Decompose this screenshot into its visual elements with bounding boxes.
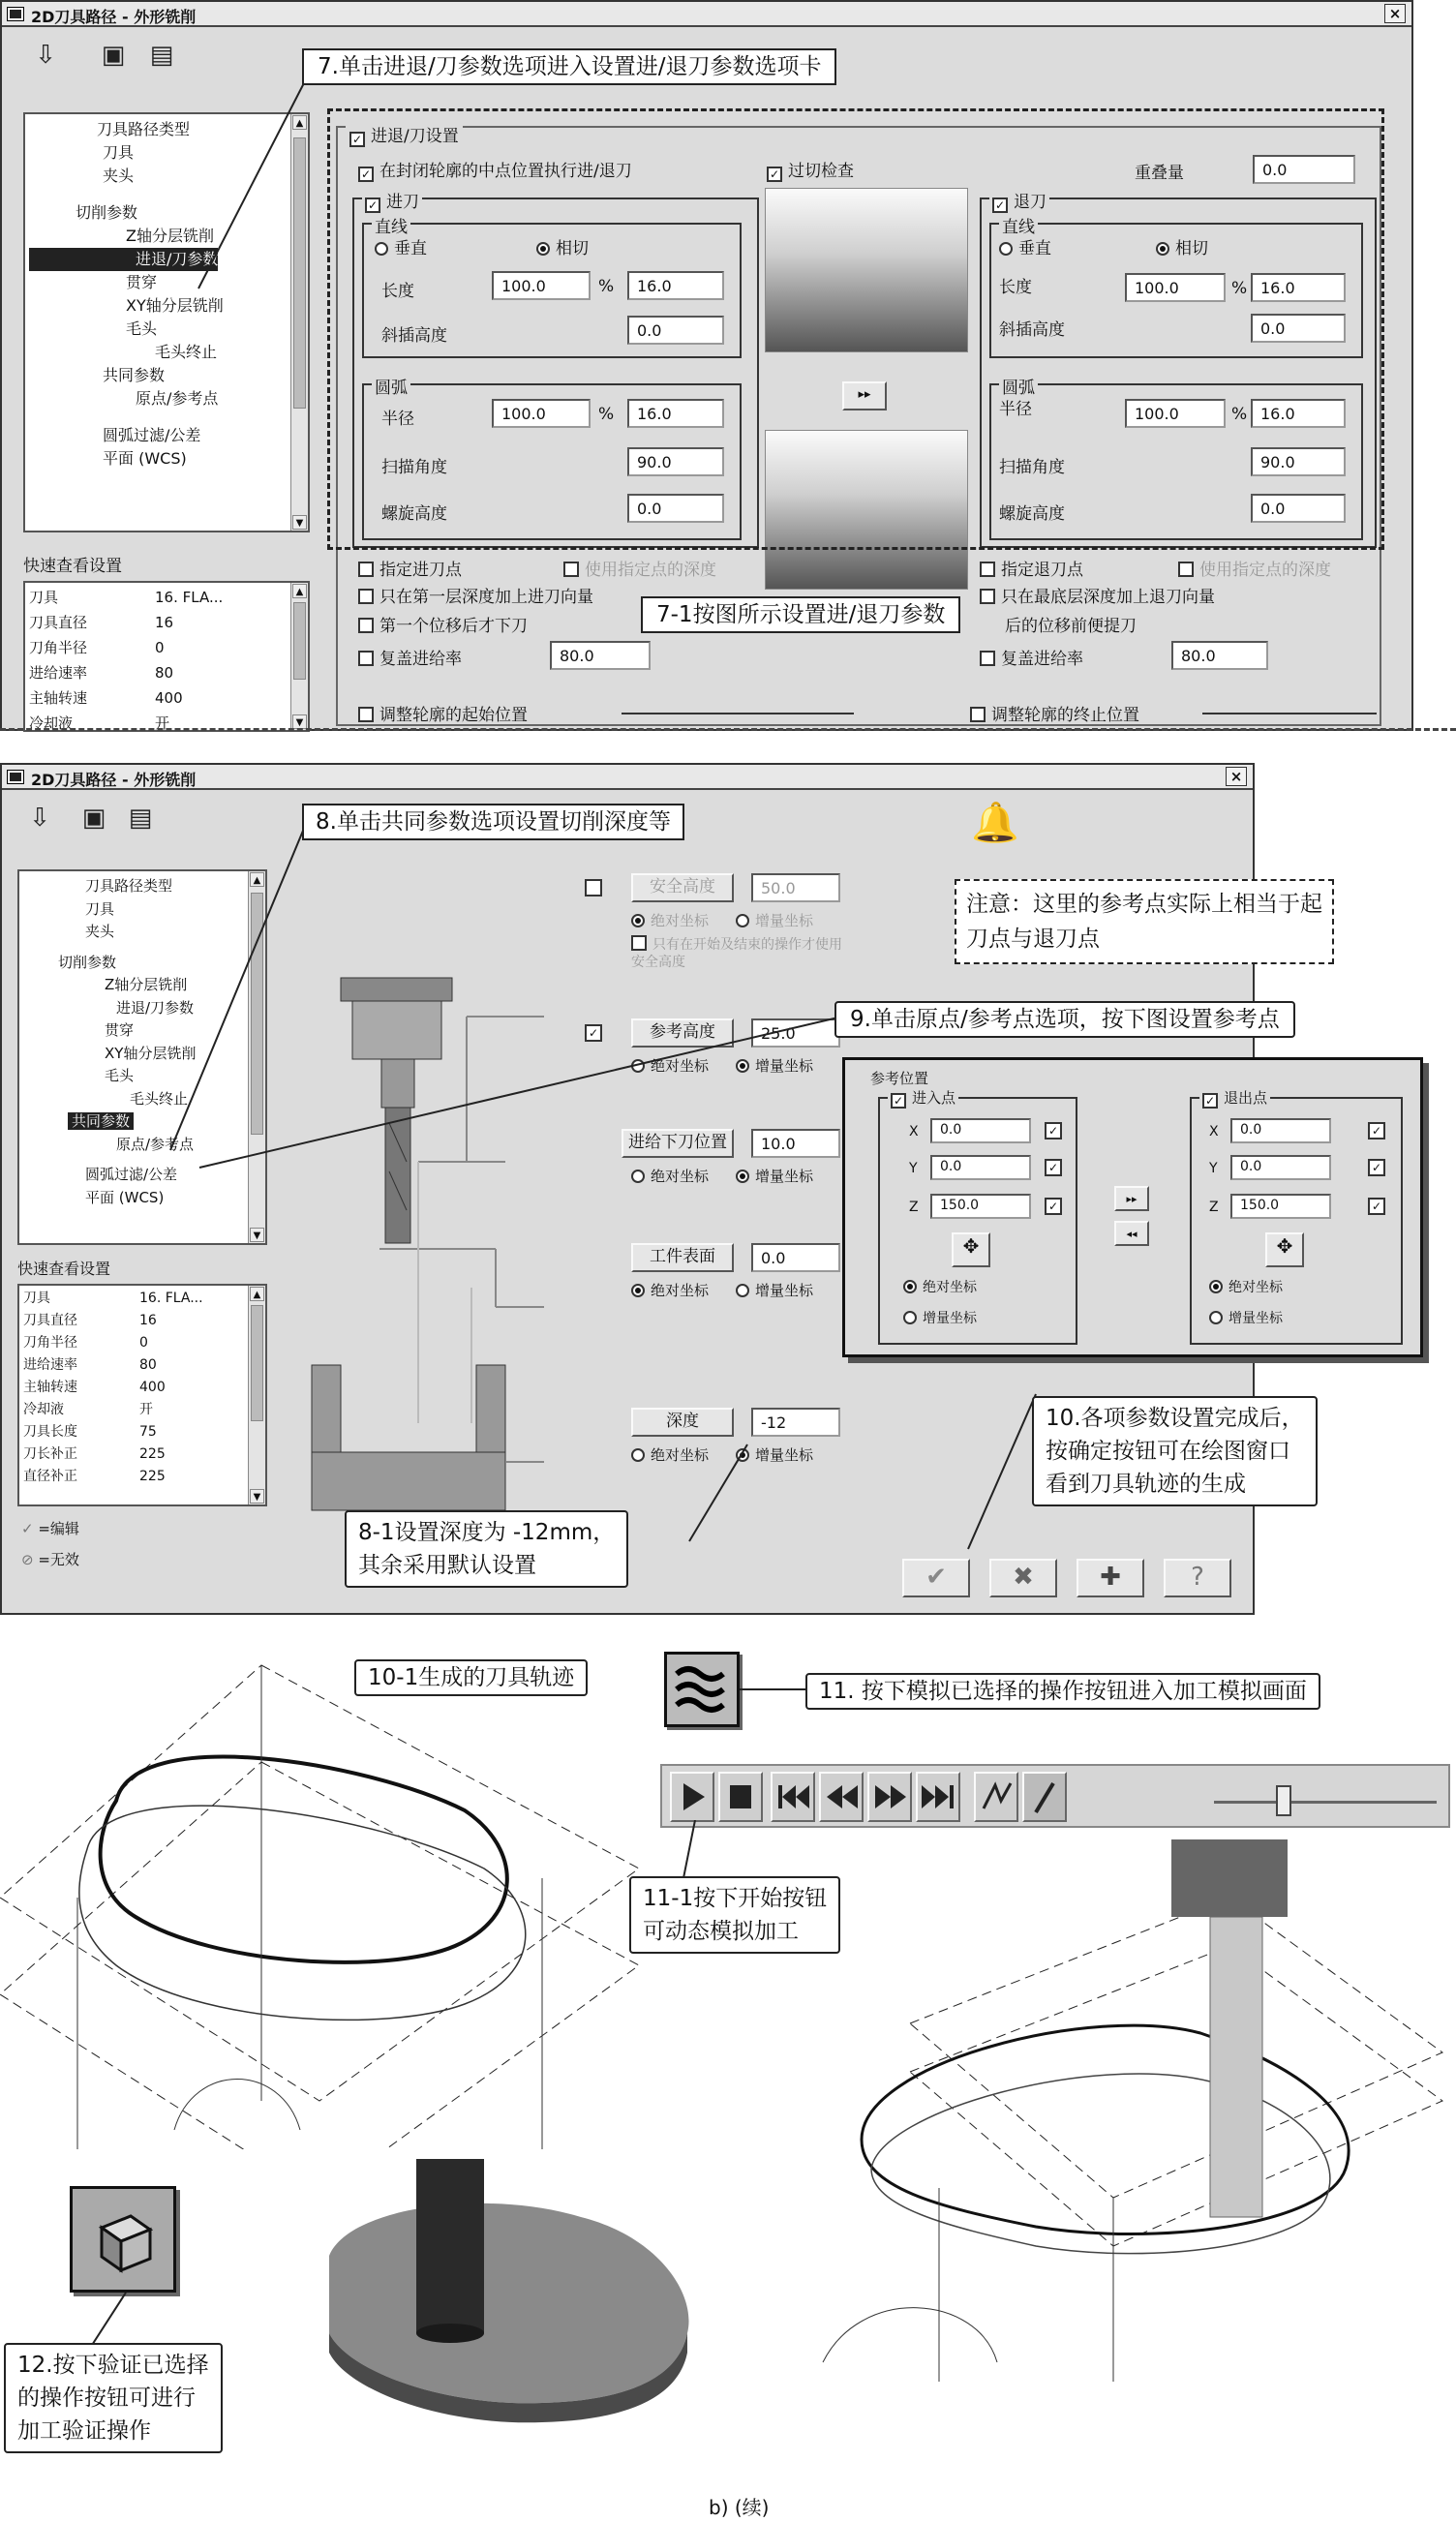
- quick-row: 刀长补正 225: [23, 1446, 166, 1462]
- entry-ramp-label: 斜插高度: [381, 326, 447, 346]
- add-button[interactable]: ✚: [1077, 1559, 1144, 1597]
- tree-item-tabs[interactable]: 毛头: [126, 319, 158, 338]
- save-as-icon[interactable]: ▤: [128, 804, 153, 833]
- clearance-start-end-check[interactable]: 只有在开始及结束的操作才使用安全高度: [631, 937, 842, 970]
- verify-3d-view: [310, 2149, 716, 2459]
- tree-item-cut-params[interactable]: 切削参数: [58, 953, 117, 971]
- quick-row: 刀角半径 0: [29, 639, 165, 656]
- feed-plane-button[interactable]: 进给下刀位置: [622, 1129, 734, 1158]
- window-title: 2D刀具路径 - 外形铣削: [31, 8, 197, 26]
- window-title: 2D刀具路径 - 外形铣削: [31, 771, 197, 789]
- exit-y-label: Y: [1209, 1161, 1218, 1176]
- quick-row: 刀具直径 16: [23, 1313, 157, 1328]
- midpoint-check[interactable]: ✓ 在封闭轮廓的中点位置执行进/退刀: [358, 157, 632, 182]
- callout-step-7-1: 7-1按图所示设置进/退刀参数: [641, 596, 960, 633]
- save-icon[interactable]: ▣: [101, 41, 126, 70]
- exit-arc-label: 圆弧: [999, 374, 1038, 398]
- simulation-3d-view: [745, 1839, 1452, 2382]
- quick-scrollbar[interactable]: ▲ ▼: [290, 583, 308, 730]
- exit-perpendicular-radio[interactable]: 垂直: [999, 234, 1051, 258]
- entry-select-point-icon[interactable]: ✥: [952, 1232, 990, 1267]
- copy-entry-to-exit-button[interactable]: ▸▸: [1114, 1186, 1149, 1211]
- quick-row: 冷却液 开: [29, 714, 170, 732]
- percent-label: %: [1231, 405, 1248, 424]
- entry-override-feed-value[interactable]: 80.0: [550, 641, 651, 670]
- exit-radius-label: 半径: [999, 400, 1032, 419]
- last-move-label: 后的位移前便提刀: [1005, 617, 1137, 636]
- first-depth-check[interactable]: 只在第一层深度加上进刀向量: [358, 583, 593, 607]
- tree-item-home-ref[interactable]: 原点/参考点: [136, 389, 219, 408]
- clearance-inc-radio[interactable]: 增量坐标: [736, 910, 813, 930]
- exit-point-check[interactable]: ✓ 退出点: [1199, 1087, 1270, 1109]
- tree-item-multi-passes[interactable]: XY轴分层铣削: [105, 1044, 197, 1062]
- playback-toolbar: [660, 1764, 1450, 1828]
- last-depth-check[interactable]: 只在最底层深度加上退刀向量: [980, 583, 1215, 607]
- exit-override-feed-value[interactable]: 80.0: [1171, 641, 1268, 670]
- exit-z-check[interactable]: ✓: [1368, 1198, 1385, 1215]
- entry-tangent-radio[interactable]: 相切: [536, 234, 589, 258]
- percent-label: %: [1231, 279, 1248, 298]
- clearance-abs-radio[interactable]: 绝对坐标: [631, 910, 709, 930]
- exit-sweep-label: 扫描角度: [999, 458, 1065, 477]
- quick-row: 刀角半径 0: [23, 1335, 148, 1351]
- callout-11-leader: [740, 1685, 807, 1694]
- note-box: 注意：这里的参考点实际上相当于起刀点与退刀点: [955, 879, 1334, 964]
- entry-x-check[interactable]: ✓: [1045, 1122, 1062, 1139]
- verify-button-icon[interactable]: [70, 2186, 176, 2293]
- tree-item-break-through[interactable]: 贯穿: [105, 1021, 135, 1039]
- entry-perpendicular-radio[interactable]: 垂直: [375, 234, 427, 258]
- speed-slider[interactable]: [1214, 1781, 1437, 1816]
- entry-arc-label: 圆弧: [372, 374, 410, 398]
- tree-item-toolpath-type[interactable]: 刀具路径类型: [85, 877, 173, 895]
- exit-radius-value[interactable]: 16.0: [1251, 399, 1346, 428]
- tree-item-holder[interactable]: 夹头: [103, 167, 135, 185]
- quick-row: 刀具长度 75: [23, 1424, 157, 1440]
- quick-row: 刀具 16. FLA...: [23, 1291, 203, 1306]
- exit-check[interactable]: ✓ 退刀: [989, 188, 1049, 213]
- tree-item-tabs-end[interactable]: 毛头终止: [130, 1089, 189, 1108]
- exit-abs-radio[interactable]: 绝对坐标: [1209, 1277, 1283, 1296]
- exit-x-label: X: [1209, 1124, 1219, 1139]
- save-icon[interactable]: ▣: [81, 804, 106, 833]
- percent-label: %: [598, 405, 615, 424]
- quick-row: 进给速率 80: [23, 1357, 157, 1373]
- tree-item-cut-params[interactable]: 切削参数: [76, 203, 138, 222]
- entry-point-check[interactable]: ✓ 进入点: [888, 1087, 958, 1109]
- exit-tangent-radio[interactable]: 相切: [1156, 234, 1208, 258]
- ok-button[interactable]: ✔: [902, 1559, 970, 1597]
- tree-item-linking[interactable]: 共同参数: [68, 1112, 134, 1130]
- entry-use-point-depth-check[interactable]: 使用指定点的深度: [563, 556, 716, 580]
- tree-item-tabs[interactable]: 毛头: [105, 1067, 135, 1084]
- top-of-stock-button[interactable]: 工件表面: [631, 1243, 734, 1272]
- quick-row: 进给速率 80: [29, 664, 174, 682]
- clearance-button[interactable]: 安全高度: [631, 873, 734, 902]
- tree-item-lead-in-out[interactable]: 进退/刀参数: [116, 998, 195, 1017]
- exit-x-value[interactable]: 0.0: [1230, 1118, 1331, 1143]
- callout-step-10: 10.各项参数设置完成后， 按确定按钮可在绘图窗口 看到刀具轨迹的生成: [1032, 1396, 1318, 1506]
- exit-y-check[interactable]: ✓: [1368, 1159, 1385, 1176]
- feed-plane-inc-radio[interactable]: 增量坐标: [736, 1166, 813, 1186]
- clearance-value[interactable]: 50.0: [751, 873, 840, 902]
- tree-item-plane[interactable]: 平面 (WCS): [103, 449, 187, 468]
- bell-icon: 🔔: [971, 801, 1019, 845]
- exit-radius-percent[interactable]: 100.0: [1125, 399, 1226, 428]
- retract-value[interactable]: 25.0: [751, 1018, 840, 1048]
- exit-length-percent[interactable]: 100.0: [1125, 273, 1226, 302]
- play-icon[interactable]: [670, 1772, 714, 1822]
- close-button[interactable]: ×: [1384, 4, 1406, 23]
- exit-point-check[interactable]: 指定退刀点: [980, 556, 1083, 580]
- tree-scrollbar[interactable]: ▲ ▼: [290, 114, 308, 531]
- overlap-label: 重叠量: [1135, 164, 1184, 183]
- ref-panel-title: 参考位置: [870, 1070, 929, 1087]
- toolpath-display-icon[interactable]: [974, 1772, 1018, 1822]
- exit-length-value[interactable]: 16.0: [1251, 273, 1346, 302]
- depth-value[interactable]: -12: [751, 1408, 840, 1437]
- top-inc-radio[interactable]: 增量坐标: [736, 1280, 813, 1300]
- lead-settings-check[interactable]: ✓ 进退/刀设置: [346, 122, 463, 147]
- entry-length-percent[interactable]: 100.0: [492, 271, 591, 300]
- close-button[interactable]: ×: [1226, 767, 1247, 786]
- depth-abs-radio[interactable]: 绝对坐标: [631, 1444, 709, 1465]
- tree-item-toolpath-type[interactable]: 刀具路径类型: [97, 120, 191, 138]
- step-back-icon[interactable]: [819, 1772, 864, 1822]
- figure-caption: b) (续): [709, 2496, 770, 2519]
- entry-x-label: X: [909, 1124, 919, 1139]
- percent-label: %: [598, 277, 615, 296]
- quick-row: 刀具 16. FLA...: [29, 589, 224, 606]
- entry-y-value[interactable]: 0.0: [930, 1155, 1031, 1180]
- entry-override-feed-check[interactable]: 复盖进给率: [358, 645, 462, 669]
- tree-item-lead-in-out[interactable]: 进退/刀参数: [29, 248, 218, 271]
- copy-exit-to-entry-button[interactable]: ◂◂: [1114, 1221, 1149, 1246]
- simulate-button-icon[interactable]: [664, 1652, 740, 1727]
- overlap-input[interactable]: 0.0: [1253, 155, 1355, 184]
- entry-radius-value[interactable]: 16.0: [627, 399, 724, 428]
- retract-abs-radio[interactable]: 绝对坐标: [631, 1055, 709, 1076]
- retract-check[interactable]: ✓: [585, 1024, 602, 1042]
- callout-step-8: 8.单击共同参数选项设置切削深度等: [302, 804, 684, 840]
- quick-view-title: 快速查看设置: [23, 557, 122, 576]
- retract-inc-radio[interactable]: 增量坐标: [736, 1055, 813, 1076]
- exit-use-point-depth-check[interactable]: 使用指定点的深度: [1178, 556, 1331, 580]
- tree-item-depth-cuts[interactable]: Z轴分层铣削: [126, 227, 214, 245]
- top-abs-radio[interactable]: 绝对坐标: [631, 1280, 709, 1300]
- rewind-to-start-icon[interactable]: [771, 1772, 815, 1822]
- top-of-stock-value[interactable]: 0.0: [751, 1243, 840, 1272]
- exit-z-label: Z: [1209, 1200, 1219, 1215]
- feed-plane-value[interactable]: 10.0: [751, 1129, 840, 1158]
- callout-step-12: 12.按下验证已选择 的操作按钮可进行 加工验证操作: [4, 2343, 223, 2453]
- quick-scrollbar[interactable]: ▲ ▼: [248, 1286, 265, 1504]
- exit-ramp-label: 斜插高度: [999, 320, 1065, 340]
- entry-sweep-value[interactable]: 90.0: [627, 447, 724, 476]
- exit-x-check[interactable]: ✓: [1368, 1122, 1385, 1139]
- exit-select-point-icon[interactable]: ✥: [1265, 1232, 1304, 1267]
- callout-11-1-leader: [678, 1820, 716, 1878]
- stop-icon[interactable]: [718, 1772, 763, 1822]
- entry-z-check[interactable]: ✓: [1045, 1198, 1062, 1215]
- entry-length-value[interactable]: 16.0: [627, 271, 724, 300]
- exit-z-value[interactable]: 150.0: [1230, 1194, 1331, 1219]
- entry-point-check[interactable]: 指定进刀点: [358, 556, 462, 580]
- callout-step-8-1: 8-1设置深度为 -12mm， 其余采用默认设置: [345, 1510, 628, 1588]
- entry-x-value[interactable]: 0.0: [930, 1118, 1031, 1143]
- step-forward-icon[interactable]: [867, 1772, 912, 1822]
- gouge-check[interactable]: ✓ 过切检查: [767, 157, 854, 182]
- entry-ramp-value[interactable]: 0.0: [627, 316, 724, 345]
- callout-step-11: 11. 按下模拟已选择的操作按钮进入加工模拟画面: [805, 1673, 1320, 1710]
- tree-item-arc-filter[interactable]: 圆弧过滤/公差: [103, 426, 201, 444]
- tree-item-holder[interactable]: 夹头: [85, 923, 115, 940]
- tree-item-break-through[interactable]: 贯穿: [126, 273, 158, 291]
- tree-item-tabs-end[interactable]: 毛头终止: [155, 343, 218, 361]
- adjust-end-check[interactable]: 调整轮廓的终止位置: [970, 701, 1139, 725]
- callout-step-9: 9.单击原点/参考点选项，按下图设置参考点: [834, 1001, 1295, 1038]
- depth-button[interactable]: 深度: [631, 1408, 734, 1437]
- retract-button[interactable]: 参考高度: [631, 1018, 734, 1048]
- quick-row: 主轴转速 400: [29, 689, 183, 707]
- adjust-start-check[interactable]: 调整轮廓的起始位置: [358, 701, 528, 725]
- speed-slider-thumb[interactable]: [1276, 1785, 1291, 1816]
- quick-row: 冷却液 开: [23, 1402, 153, 1417]
- entry-helix-label: 螺旋高度: [381, 504, 447, 524]
- tool-icon[interactable]: ⇩: [29, 804, 50, 833]
- callout-step-11-1: 11-1按下开始按钮 可动态模拟加工: [629, 1876, 840, 1954]
- exit-sweep-value[interactable]: 90.0: [1251, 447, 1346, 476]
- tree-item-tool[interactable]: 刀具: [103, 143, 135, 162]
- tool-icon[interactable]: ⇩: [35, 41, 56, 70]
- entry-inc-radio[interactable]: 增量坐标: [903, 1308, 977, 1327]
- entry-z-value[interactable]: 150.0: [930, 1194, 1031, 1219]
- entry-sweep-label: 扫描角度: [381, 458, 447, 477]
- feed-plane-abs-radio[interactable]: 绝对坐标: [631, 1166, 709, 1186]
- quick-row: 主轴转速 400: [23, 1380, 166, 1395]
- exit-ramp-value[interactable]: 0.0: [1251, 314, 1346, 343]
- entry-radius-percent[interactable]: 100.0: [492, 399, 591, 428]
- exit-inc-radio[interactable]: 增量坐标: [1209, 1308, 1283, 1327]
- exit-line-label: 直线: [999, 213, 1038, 237]
- entry-y-label: Y: [909, 1161, 918, 1176]
- tree-item-arc-filter[interactable]: 圆弧过滤/公差: [85, 1166, 178, 1183]
- callout-step-7: 7.单击进退/刀参数选项进入设置进/退刀参数选项卡: [302, 48, 836, 85]
- quick-row: 直径补正 225: [23, 1469, 166, 1484]
- entry-y-check[interactable]: ✓: [1045, 1159, 1062, 1176]
- exit-helix-value[interactable]: 0.0: [1251, 494, 1346, 523]
- entry-z-label: Z: [909, 1200, 919, 1215]
- exit-length-label: 长度: [999, 278, 1032, 297]
- entry-check[interactable]: ✓ 进刀: [362, 188, 422, 213]
- toolpath-3d-view: [0, 1646, 736, 2149]
- tree-item-multi-passes[interactable]: XY轴分层铣削: [126, 296, 224, 315]
- tree-item-linking[interactable]: 共同参数: [103, 366, 166, 384]
- help-button[interactable]: ?: [1164, 1559, 1231, 1597]
- entry-helix-value[interactable]: 0.0: [627, 494, 724, 523]
- entry-abs-radio[interactable]: 绝对坐标: [903, 1277, 977, 1296]
- entry-radius-label: 半径: [381, 410, 414, 429]
- first-move-check[interactable]: 第一个位移后才下刀: [358, 612, 528, 636]
- cancel-button[interactable]: ✖: [989, 1559, 1057, 1597]
- exit-override-feed-check[interactable]: 复盖进给率: [980, 645, 1083, 669]
- tree-item-home-ref[interactable]: 原点/参考点: [116, 1135, 195, 1153]
- legend-invalid: ⊘ =无效: [21, 1551, 79, 1568]
- save-as-icon[interactable]: ▤: [149, 41, 174, 70]
- depth-inc-radio[interactable]: 增量坐标: [736, 1444, 813, 1465]
- tool-display-icon[interactable]: [1022, 1772, 1067, 1822]
- entry-line-label: 直线: [372, 213, 410, 237]
- exit-y-value[interactable]: 0.0: [1230, 1155, 1331, 1180]
- tree-item-depth-cuts[interactable]: Z轴分层铣削: [105, 976, 188, 993]
- tree-item-plane[interactable]: 平面 (WCS): [85, 1188, 165, 1206]
- fast-forward-to-end-icon[interactable]: [916, 1772, 960, 1822]
- exit-helix-label: 螺旋高度: [999, 504, 1065, 524]
- copy-to-exit-button[interactable]: ▸▸: [842, 381, 887, 410]
- quick-view-title: 快速查看设置: [17, 1260, 111, 1278]
- legend-edit: ✓ =编辑: [21, 1520, 79, 1537]
- tree-item-tool[interactable]: 刀具: [85, 899, 115, 918]
- entry-length-label: 长度: [381, 282, 414, 301]
- callout-step-10-1: 10-1生成的刀具轨迹: [354, 1659, 588, 1696]
- tree-scrollbar[interactable]: ▲ ▼: [248, 871, 265, 1243]
- quick-row: 刀具直径 16: [29, 614, 174, 631]
